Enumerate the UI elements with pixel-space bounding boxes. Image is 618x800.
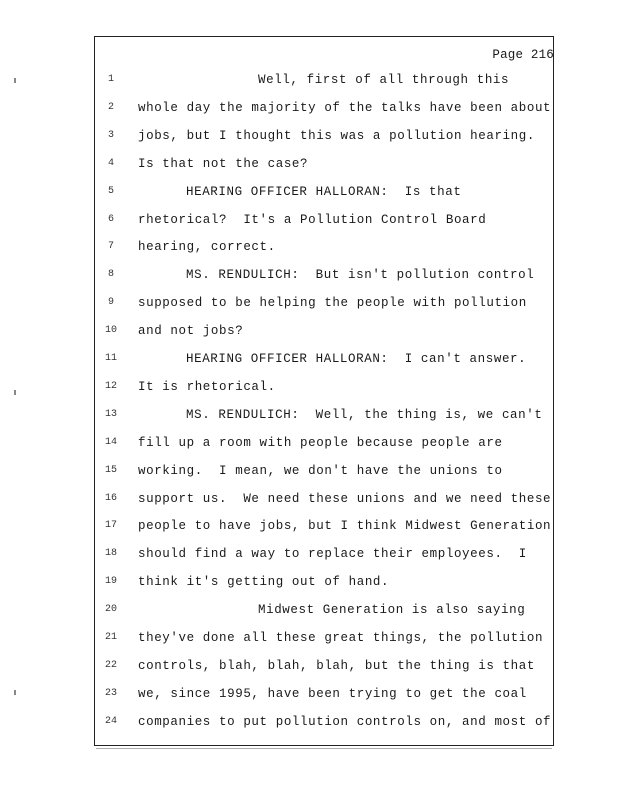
transcript-line: [0, 321, 618, 341]
line-number: 1: [107, 74, 114, 85]
transcript-line: [0, 126, 618, 146]
line-number: 13: [104, 408, 117, 420]
transcript-line: [0, 600, 618, 620]
line-number: 10: [104, 325, 117, 337]
transcript-line: [0, 516, 618, 536]
line-number: 16: [104, 492, 117, 504]
transcript-line: [0, 433, 618, 453]
line-text: MS. RENDULICH: Well, the thing is, we can't: [186, 407, 543, 422]
transcript-line: [0, 544, 618, 564]
transcript-line: [0, 237, 618, 257]
line-text: Well, first of all through this: [258, 73, 510, 87]
transcript-line: [0, 628, 618, 648]
line-number: 24: [104, 715, 117, 727]
page-number: Page 216: [492, 48, 554, 62]
line-number: 23: [104, 687, 117, 699]
transcript-line: [0, 70, 618, 90]
line-number: 4: [107, 157, 114, 169]
line-number: 12: [104, 380, 117, 392]
line-text: we, since 1995, have been trying to get the coal: [138, 686, 527, 701]
line-text: supposed to be helping the people with pollution: [138, 296, 527, 311]
transcript-line: [0, 684, 618, 704]
line-text: fill up a room with people because people are: [138, 435, 503, 450]
transcript-line: [0, 461, 618, 481]
margin-scan-mark: [14, 78, 16, 83]
line-number: 5: [107, 185, 114, 197]
line-number: 7: [107, 241, 114, 253]
line-number: 14: [104, 436, 117, 448]
line-text: It is rhetorical.: [138, 379, 276, 394]
line-number: 20: [104, 604, 117, 616]
transcript-line: [0, 182, 618, 202]
line-text: MS. RENDULICH: But isn't pollution control: [186, 268, 535, 283]
transcript-line: [0, 572, 618, 592]
line-text: think it's getting out of hand.: [138, 575, 390, 590]
line-text: HEARING OFFICER HALLORAN: I can't answer.: [186, 352, 527, 366]
line-text: and not jobs?: [138, 324, 244, 339]
line-number: 19: [104, 576, 117, 588]
line-number: 17: [104, 520, 117, 532]
transcript-line: [0, 154, 618, 174]
line-text: support us. We need these unions and we need these: [138, 491, 552, 506]
transcript-line: [0, 265, 618, 285]
transcript-line: [0, 377, 618, 397]
transcript-line: [0, 656, 618, 676]
line-text: rhetorical? It's a Pollution Control Board: [138, 212, 487, 227]
bottom-scan-rule: [96, 748, 552, 749]
transcript-line: [0, 405, 618, 425]
line-text: should find a way to replace their employees. I: [138, 547, 527, 562]
line-number: 21: [104, 632, 117, 643]
transcript-line: [0, 349, 618, 369]
transcript-line: [0, 489, 618, 509]
line-text: people to have jobs, but I think Midwest Generation: [138, 519, 552, 534]
transcript-line: [0, 293, 618, 313]
line-text: HEARING OFFICER HALLORAN: Is that: [186, 184, 462, 199]
line-number: 22: [104, 659, 117, 671]
transcript-line: [0, 98, 618, 118]
line-number: 11: [104, 353, 117, 364]
transcript-line: [0, 210, 618, 230]
line-text: they've done all these great things, the pollution: [138, 631, 544, 645]
line-number: 3: [107, 129, 114, 141]
line-number: 15: [104, 464, 117, 476]
line-text: jobs, but I thought this was a pollution hearing.: [138, 128, 535, 143]
line-number: 2: [107, 101, 114, 113]
line-number: 6: [107, 213, 114, 225]
line-number: 8: [107, 269, 114, 281]
line-number: 18: [104, 548, 117, 560]
line-text: controls, blah, blah, blah, but the thing is that: [138, 658, 535, 673]
transcript-line: [0, 712, 618, 732]
margin-scan-mark: [14, 690, 16, 695]
line-text: hearing, correct.: [138, 240, 276, 255]
line-text: Is that not the case?: [138, 156, 309, 171]
line-text: Midwest Generation is also saying: [258, 603, 526, 618]
line-text: companies to put pollution controls on, and most of: [138, 714, 552, 729]
line-text: whole day the majority of the talks have been about: [138, 100, 552, 115]
margin-scan-mark: [14, 390, 16, 395]
line-text: working. I mean, we don't have the unions to: [138, 463, 503, 478]
line-number: 9: [107, 297, 114, 309]
